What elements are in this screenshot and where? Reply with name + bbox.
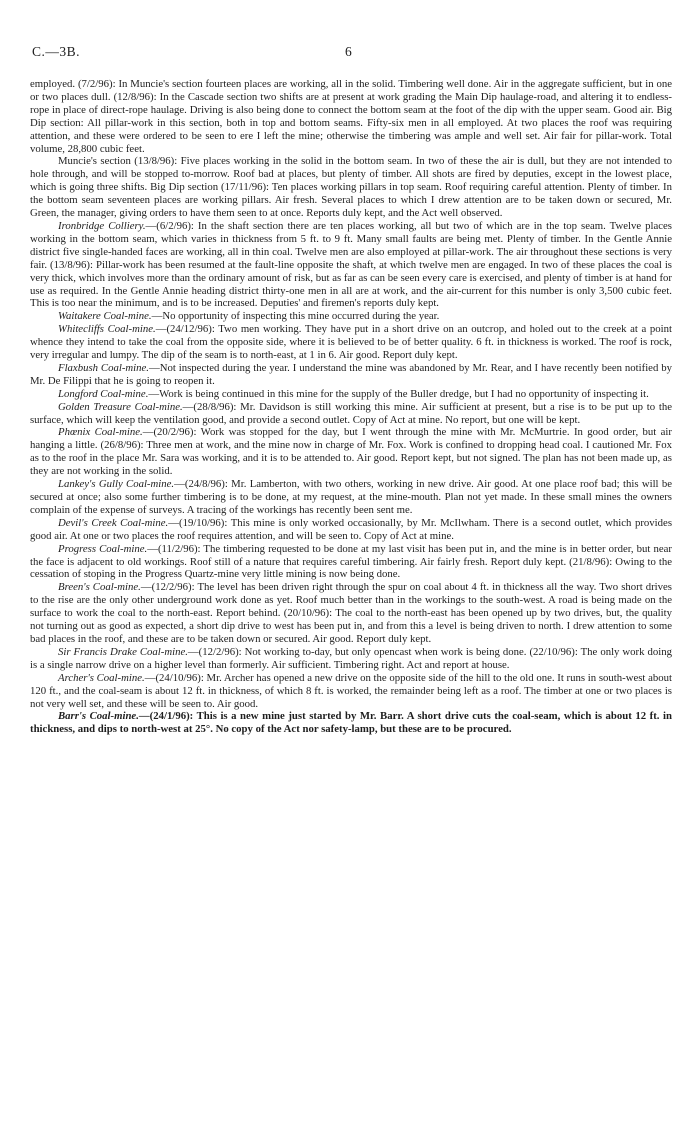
mine-name: Waitakere Coal-mine.: [58, 310, 152, 323]
mine-name: Golden Treasure Coal-mine.: [58, 400, 183, 413]
mine-name: Phœnix Coal-mine.: [58, 426, 143, 439]
mine-name: Barr's Coal-mine.: [58, 710, 139, 723]
mine-name: Progress Coal-mine.: [58, 542, 148, 555]
mine-name: Flaxbush Coal-mine.: [58, 361, 149, 374]
mine-name: Ironbridge Colliery.: [58, 219, 146, 232]
mine-name: Devil's Creek Coal-mine.: [58, 516, 169, 529]
paragraph: Whitecliffs Coal-mine.—(24/12/96): Two men working. They have put in a short drive on an outcrop, and holed out to the creek at a point whence they intend to take the coal from the opposite side, where it is believed to be of better quality. 6 ft. in thickness is worked. The roof is rock, very irregular and lumpy. The dip of the seam is to north-east, at 1 in 6. Air good. Report duly kept.: [30, 323, 673, 362]
paragraph: Barr's Coal-mine.—(24/1/96): This is a new mine just started by Mr. Barr. A short drive cuts the coal-seam, which is about 12 ft. in thickness, and dips to north-west at 25°. No copy of the Act nor safety-lamp, but these are to be procured.: [30, 710, 672, 736]
mine-name: Archer's Coal-mine.: [58, 671, 145, 684]
paragraph: Waitakere Coal-mine.—No opportunity of inspecting this mine occurred during the year.: [58, 310, 440, 323]
paragraph: Golden Treasure Coal-mine.—(28/8/96): Mr. Davidson is still working this mine. Air sufficient at present, but a rise is to be put up to the surface, which will keep the ventilation good, and provide a second outlet. Copy of Act at mine. No report, but one will be kept.: [30, 400, 672, 426]
paragraph: Lankey's Gully Coal-mine.—(24/8/96): Mr. Lamberton, with two others, working in new drive. Air good. At one place roof bad; this will be secured at once; also some further timbering is to be done, at my request, at the mine-mouth. Plan not yet made. In these small mines the owners complain of the expense of surveys. A tracing of the workings has recently been sent me.: [30, 478, 673, 516]
paragraph: Sir Francis Drake Coal-mine.—(12/2/96): Not working to-day, but only opencast when work is being done. (22/10/96): The only work doing is a single narrow drive on a higher level than formerly. Air sufficient. Timbering right. Act and report at house.: [30, 645, 672, 671]
mine-name: Breen's Coal-mine.: [58, 581, 141, 594]
paragraph: Phœnix Coal-mine.—(20/2/96): Work was stopped for the day, but I went through the mine with Mr. McMurtrie. In good order, but air hanging a little. (26/8/96): Three men at work, and the mine now in charge of Mr. Fox. Work is confined to dropping head coal. I cautioned Mr. Fox as to the roof in the place Mr. Sara was working, and it is to be attended to. Air good. Report kept, but not signed. The plan has not been made up, as they are not working in the solid.: [30, 426, 672, 478]
paragraph: Muncie's section (13/8/96): Five places working in the solid in the bottom seam. In two of these the air is dull, but they are not intended to hole through, and will be stopped to-morrow. Roof bad at places, but plenty of timber. All shots are fired by deputies, except in the lowest place, which is going three shifts. Big Dip section (17/11/96): Ten places working pillars in top seam. Roof requiring careful attention. Plenty of timber. In the bottom seam seventeen places are working pillars. Air fresh. Several places to which I drew attention are to be taken down or secured, Mr. Green, the manager, giving orders to have them seen to at once. Reports duly kept, and the Act well observed.: [30, 155, 672, 220]
paragraph: Progress Coal-mine.—(11/2/96): The timbering requested to be done at my last visit has been put in, and the mine is in better order, but near the face is adjacent to old workings. Roof still of a nature that requires careful timbering. Air fairly fresh. Report duly kept. (21/8/96): Owing to the cessation of stoping in the Progress Quartz-mine very little mining is now being done.: [30, 542, 672, 581]
paragraph: Breen's Coal-mine.—(12/2/96): The level has been driven right through the spur on coal about 4 ft. in thickness all the way. Two short drives to the rise are the only other underground work done as yet. Roof much better than in the workings to the south-west. A road is being made on the surface to work the coal to the north-east. Report behind. (20/10/96): The coal to the north-east has been opened up by two drives, but, the quality not turning out as good as expected, a short dip drive to west has been put in, and from this a level is being driven to north. I drew attention to some bad places in the roof, and these are to be taken down or secured. Air good. Report duly kept.: [30, 581, 672, 645]
paragraph: Archer's Coal-mine.—(24/10/96): Mr. Archer has opened a new drive on the opposite side of the hill to the old one. It runs in south-west about 120 ft., and the coal-seam is about 12 ft. in thickness, of which 8 ft. is worked, the remainder being left as a roof. The timber at one or two places is not very well set, and these will be seen to. Air good.: [30, 671, 672, 710]
mine-name: Longford Coal-mine.: [58, 387, 149, 400]
report-body: [30, 78, 672, 736]
report-code: C.—3B.: [32, 44, 81, 59]
mine-name: Lankey's Gully Coal-mine.: [58, 478, 175, 491]
mine-name: Whitecliffs Coal-mine.: [58, 323, 156, 336]
page-header: [30, 44, 672, 62]
paragraph: Devil's Creek Coal-mine.—(19/10/96): This mine is only worked occasionally, by Mr. McIlwham. There is a second outlet, which provides good air. At one or two places the roof requires attention, and will be seen to. Copy of Act at mine.: [30, 516, 672, 542]
document-page: [30, 0, 672, 1139]
paragraph: Ironbridge Colliery.—(6/2/96): In the shaft section there are ten places working, all but two of which are in the top seam. Twelve places working in the bottom seam, which varies in thickness from 5 ft. to 9 ft. Many small faults are being met. Plenty of timber. In the Gentle Annie district five single-handed faces are working, all in thin coal. Twelve men are also employed at pillar-work. The air throughout these sections is very fair. (13/8/96): Pillar-work has been resumed at the fault-line opposite the shaft, at which twelve men are engaged. In two of these places the coal is very thick, which involves more than the ordinary amount of risk, but as far as can be seen every care is exercised, and plenty of timber is at hand for use as required. In the Gentle Annie heading district thirty-one men in all are at work, and the air-current for this number is only 3,500 cubic feet. This is too near the minimum, and is to be increased. Deputies' and firemen's reports duly kept.: [30, 219, 672, 310]
paragraph: Longford Coal-mine.—Work is being continued in this mine for the supply of the Buller dredge, but I had no opportunity of inspecting it.: [58, 387, 649, 400]
paragraph: Flaxbush Coal-mine.—Not inspected during the year. I understand the mine was abandoned by Mr. Rear, and I have recently been notified by Mr. De Filippi that he is going to reopen it.: [30, 361, 672, 387]
paragraph: employed. (7/2/96): In Muncie's section fourteen places are working, all in the solid. Timbering well done. Air in the aggregate sufficient, but in one or two places dull. (12/8/96): In the Cascade section two shifts are at present at work grading the Main Dip haulage-road, and altering it to endless-rope in place of direct-rope haulage. Driving is also being done to connect the bottom seam at the foot of the dip with the upper seam. Good air. Big Dip section: All pillar-work in this section, both in top and bottom seams. Fifty-six men in all employed. At two places the roof was requiring attention, and these were ordered to be seen to ere I left the mine; otherwise the timbering was ample and well set. Air fair for pillar-work. Total volume, 28,800 cubic feet.: [30, 78, 672, 155]
mine-name: Sir Francis Drake Coal-mine.: [58, 645, 188, 658]
page-number: 6: [345, 44, 352, 59]
